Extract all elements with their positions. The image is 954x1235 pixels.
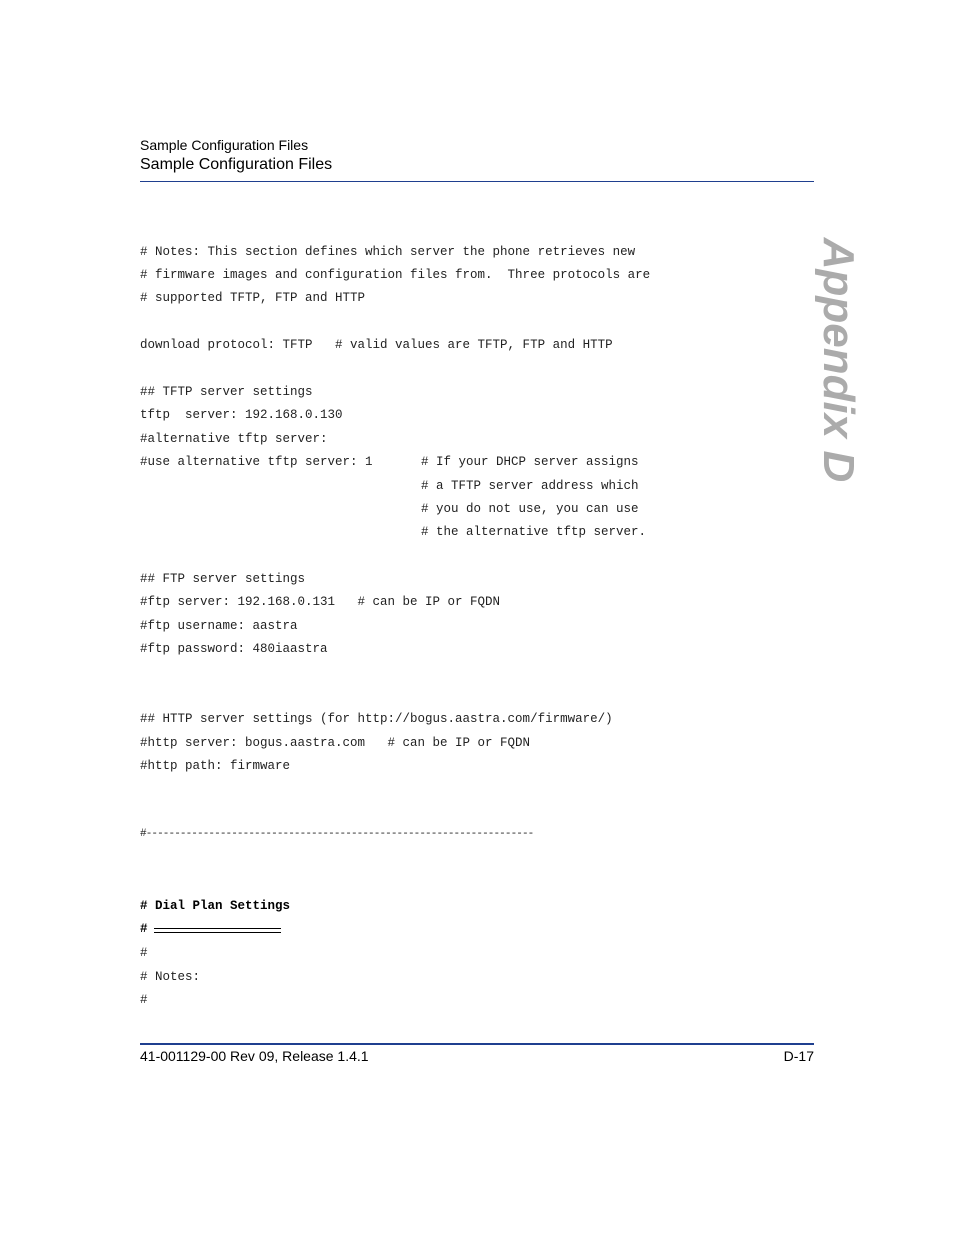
code-line-ftp-heading: ## FTP server settings bbox=[140, 572, 306, 586]
code-line-ftp-server: #ftp server: 192.168.0.131 # can be IP or FQDN bbox=[140, 595, 501, 609]
code-separator-line: #-------------------------------------------------------------------- bbox=[140, 828, 534, 840]
double-underline-top bbox=[154, 928, 281, 929]
code-comment-tftp-1: # If your DHCP server assigns bbox=[421, 455, 639, 469]
running-header-chapter: Sample Configuration Files bbox=[140, 137, 309, 153]
code-comment-tftp-2: # a TFTP server address which bbox=[421, 479, 639, 493]
header-rule bbox=[140, 181, 814, 182]
code-line-http-server: #http server: bogus.aastra.com # can be IP or FQDN bbox=[140, 736, 531, 750]
code-line-dial-plan-underline: # bbox=[140, 922, 148, 936]
code-line-notes-3: # supported TFTP, FTP and HTTP bbox=[140, 291, 366, 305]
code-line-http-heading: ## HTTP server settings (for http://bogus.aastra.com/firmware/) bbox=[140, 712, 613, 726]
code-line-hash-2: # bbox=[140, 993, 148, 1007]
running-header-section: Sample Configuration Files bbox=[140, 156, 333, 173]
code-line-notes-1: # Notes: This section defines which server the phone retrieves new bbox=[140, 245, 636, 259]
code-line-download-protocol: download protocol: TFTP # valid values are TFTP, FTP and HTTP bbox=[140, 338, 613, 352]
code-line-use-alternative-tftp: #use alternative tftp server: 1 bbox=[140, 455, 373, 469]
code-line-ftp-password: #ftp password: 480iaastra bbox=[140, 642, 328, 656]
code-line-tftp-heading: ## TFTP server settings bbox=[140, 385, 313, 399]
code-line-tftp-server: tftp server: 192.168.0.130 bbox=[140, 408, 343, 422]
code-comment-tftp-4: # the alternative tftp server. bbox=[421, 525, 647, 539]
code-line-notes-2: # firmware images and configuration files from. Three protocols are bbox=[140, 268, 651, 282]
code-line-hash-1: # bbox=[140, 946, 148, 960]
code-line-http-path: #http path: firmware bbox=[140, 759, 291, 773]
code-line-dial-plan-heading: # Dial Plan Settings bbox=[140, 899, 291, 913]
footer-document-id: 41-001129-00 Rev 09, Release 1.4.1 bbox=[140, 1048, 369, 1064]
code-comment-tftp-3: # you do not use, you can use bbox=[421, 502, 639, 516]
footer-page-number: D-17 bbox=[783, 1048, 814, 1064]
footer-rule bbox=[140, 1043, 814, 1045]
code-line-alternative-tftp: #alternative tftp server: bbox=[140, 432, 328, 446]
code-line-ftp-username: #ftp username: aastra bbox=[140, 619, 298, 633]
appendix-side-tab bbox=[814, 237, 863, 483]
code-line-notes: # Notes: bbox=[140, 970, 201, 984]
appendix-side-tab-label: Appendix D bbox=[814, 237, 863, 483]
double-underline-bottom bbox=[154, 932, 281, 933]
